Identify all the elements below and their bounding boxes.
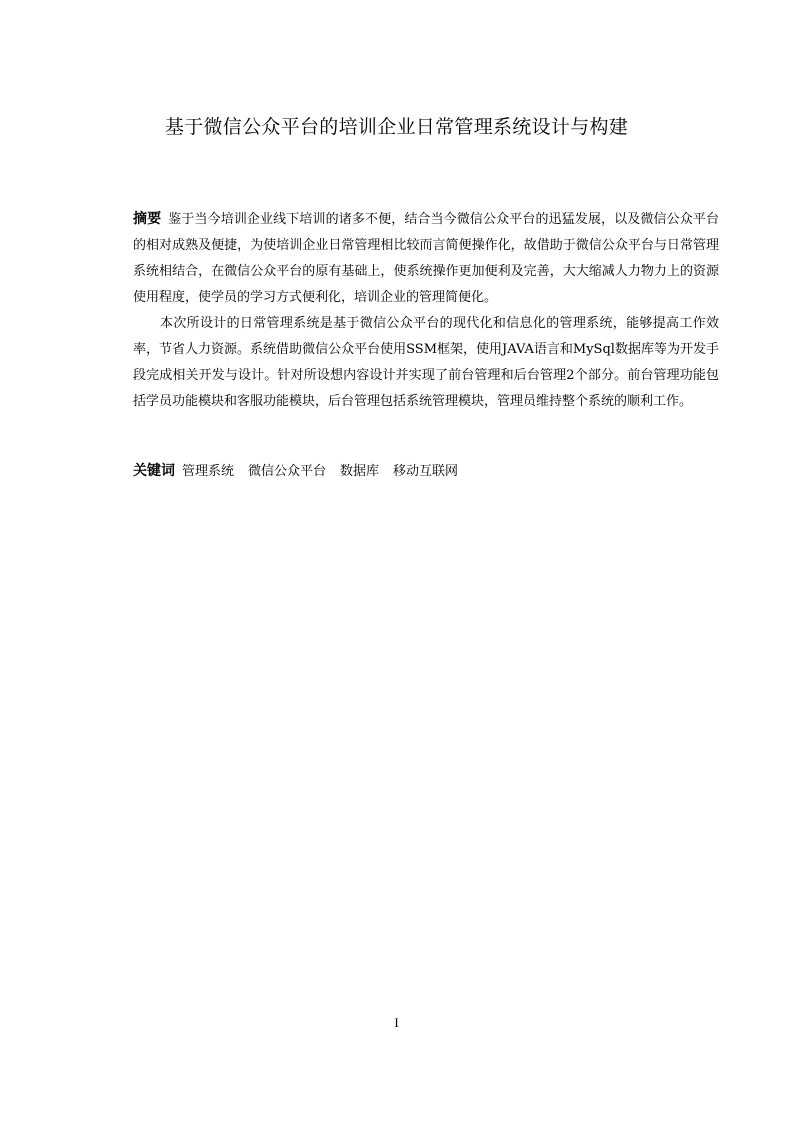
keywords-label: 关键词 [133, 463, 175, 479]
keyword-item: 管理系统 [182, 464, 235, 479]
abstract-label: 摘要 [133, 211, 162, 227]
abstract-text-1: 鉴于当今培训企业线下培训的诸多不便，结合当今微信公众平台的迅猛发展，以及微信公众平台的相对成熟及便捷，为使培训企业日常管理相比较而言简便操作化，故借助于微信公众平台与日常管理系统相结合，在微信公众平台的原有基础上，使系统操作更加便利及完善，大大缩减人力物力上的资源使用程度，使学员的学习方式便利化，培训企业的管理简便化。 [133, 212, 719, 305]
abstract-paragraph-1 [133, 206, 719, 311]
keyword-item: 微信公众平台 [248, 464, 327, 479]
keywords-section [133, 458, 472, 485]
document-title: 基于微信公众平台的培训企业日常管理系统设计与构建 [164, 116, 629, 138]
abstract-paragraph-2: 本次所设计的日常管理系统是基于微信公众平台的现代化和信息化的管理系统，能够提高工作效率，节省人力资源。系统借助微信公众平台使用SSM框架，使用JAVA语言和MySql数据库等为开发手段完成相关开发与设计。针对所设想内容设计并实现了前台管理和后台管理2个部分。前台管理功能包括学员功能模块和客服功能模块，后台管理包括系统管理模块，管理员维持整个系统的顺利工作。 [133, 316, 719, 409]
keyword-item: 数据库 [340, 464, 380, 479]
page-number: I [394, 1015, 399, 1030]
abstract-section [133, 206, 719, 415]
keyword-item: 移动互联网 [393, 464, 459, 479]
